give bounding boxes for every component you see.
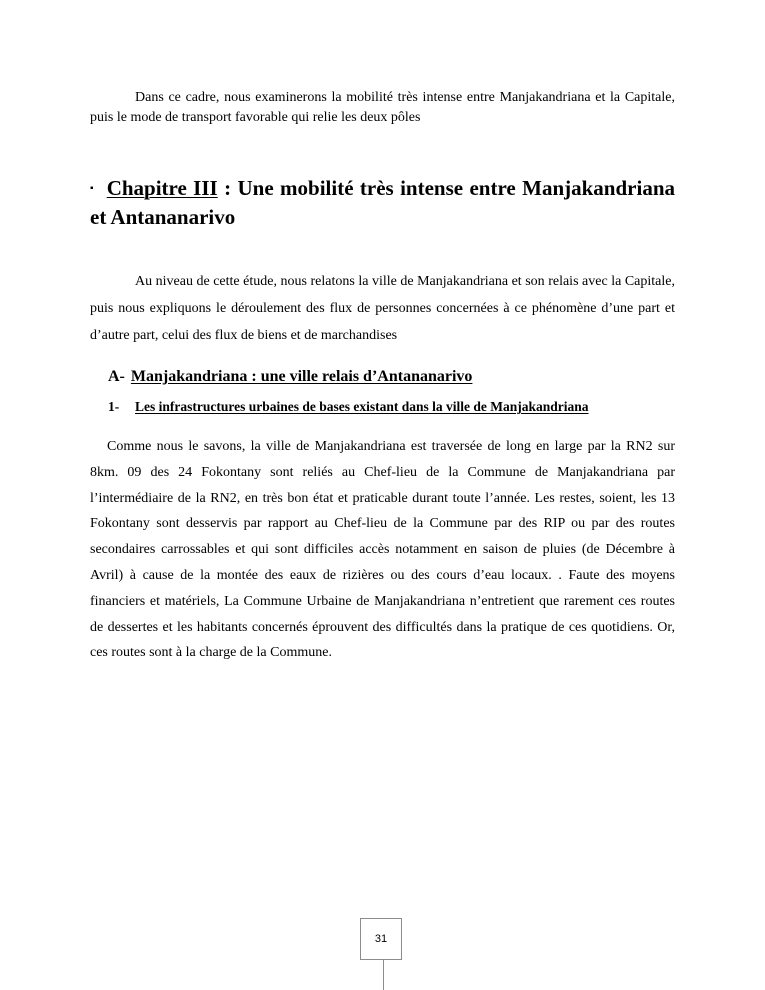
- chapter-heading: [90, 175, 675, 231]
- section-a-title: Manjakandriana : une ville relais d’Antananarivo: [130, 368, 473, 385]
- intro-paragraph: Dans ce cadre, nous examinerons la mobilité très intense entre Manjakandriana et la Capitale, puis le mode de transport favorable qui relie les deux pôles: [90, 90, 675, 125]
- section-a-heading: [108, 368, 472, 386]
- bullet-icon: ▪: [90, 182, 95, 194]
- subsection-1-heading: [108, 399, 589, 415]
- section-a-letter: A-: [108, 368, 125, 385]
- page-number-divider: [383, 960, 384, 990]
- subsection-1-number: 1-: [108, 399, 120, 414]
- chapter-intro-paragraph: Au niveau de cette étude, nous relatons la ville de Manjakandriana et son relais avec la Capitale, puis nous expliquons le déroulement des flux de personnes concernées à ce phénomène d’une part et d’autre part, celui des flux de biens et de marchandises: [90, 274, 675, 343]
- infrastructure-paragraph: Comme nous le savons, la ville de Manjakandriana est traversée de long en large par la RN2 sur 8km. 09 des 24 Fokontany sont reliés au Chef-lieu de la Commune de Manjakandriana par l’intermédiaire de la RN2, en très bon état et praticable durant toute l’année. Les restes, soient, les 13 Fokontany sont desservis par rapport au Chef-lieu de la Commune par des RIP ou par des routes secondaires carrossables et qui sont difficiles accès notamment en saison de pluies (de Décembre à Avril) à cause de la montée des eaux de rizières ou des cours d’eau locaux. . Faute des moyens financiers et matériels, La Commune Urbaine de Manjakandriana n’entretient que rarement ces routes de dessertes et les habitants concernés éprouvent des difficultés dans la pratique de ces quotidiens. Or, ces routes sont à la charge de la Commune.: [90, 439, 675, 661]
- subsection-1-title: Les infrastructures urbaines de bases existant dans la ville de Manjakandriana: [135, 399, 589, 414]
- chapter-title: Une mobilité très intense entre Manjakandriana et Antananarivo: [90, 176, 675, 229]
- page-number: 31: [360, 918, 402, 960]
- chapter-label: Chapitre III: [106, 176, 218, 200]
- chapter-separator: :: [217, 176, 238, 200]
